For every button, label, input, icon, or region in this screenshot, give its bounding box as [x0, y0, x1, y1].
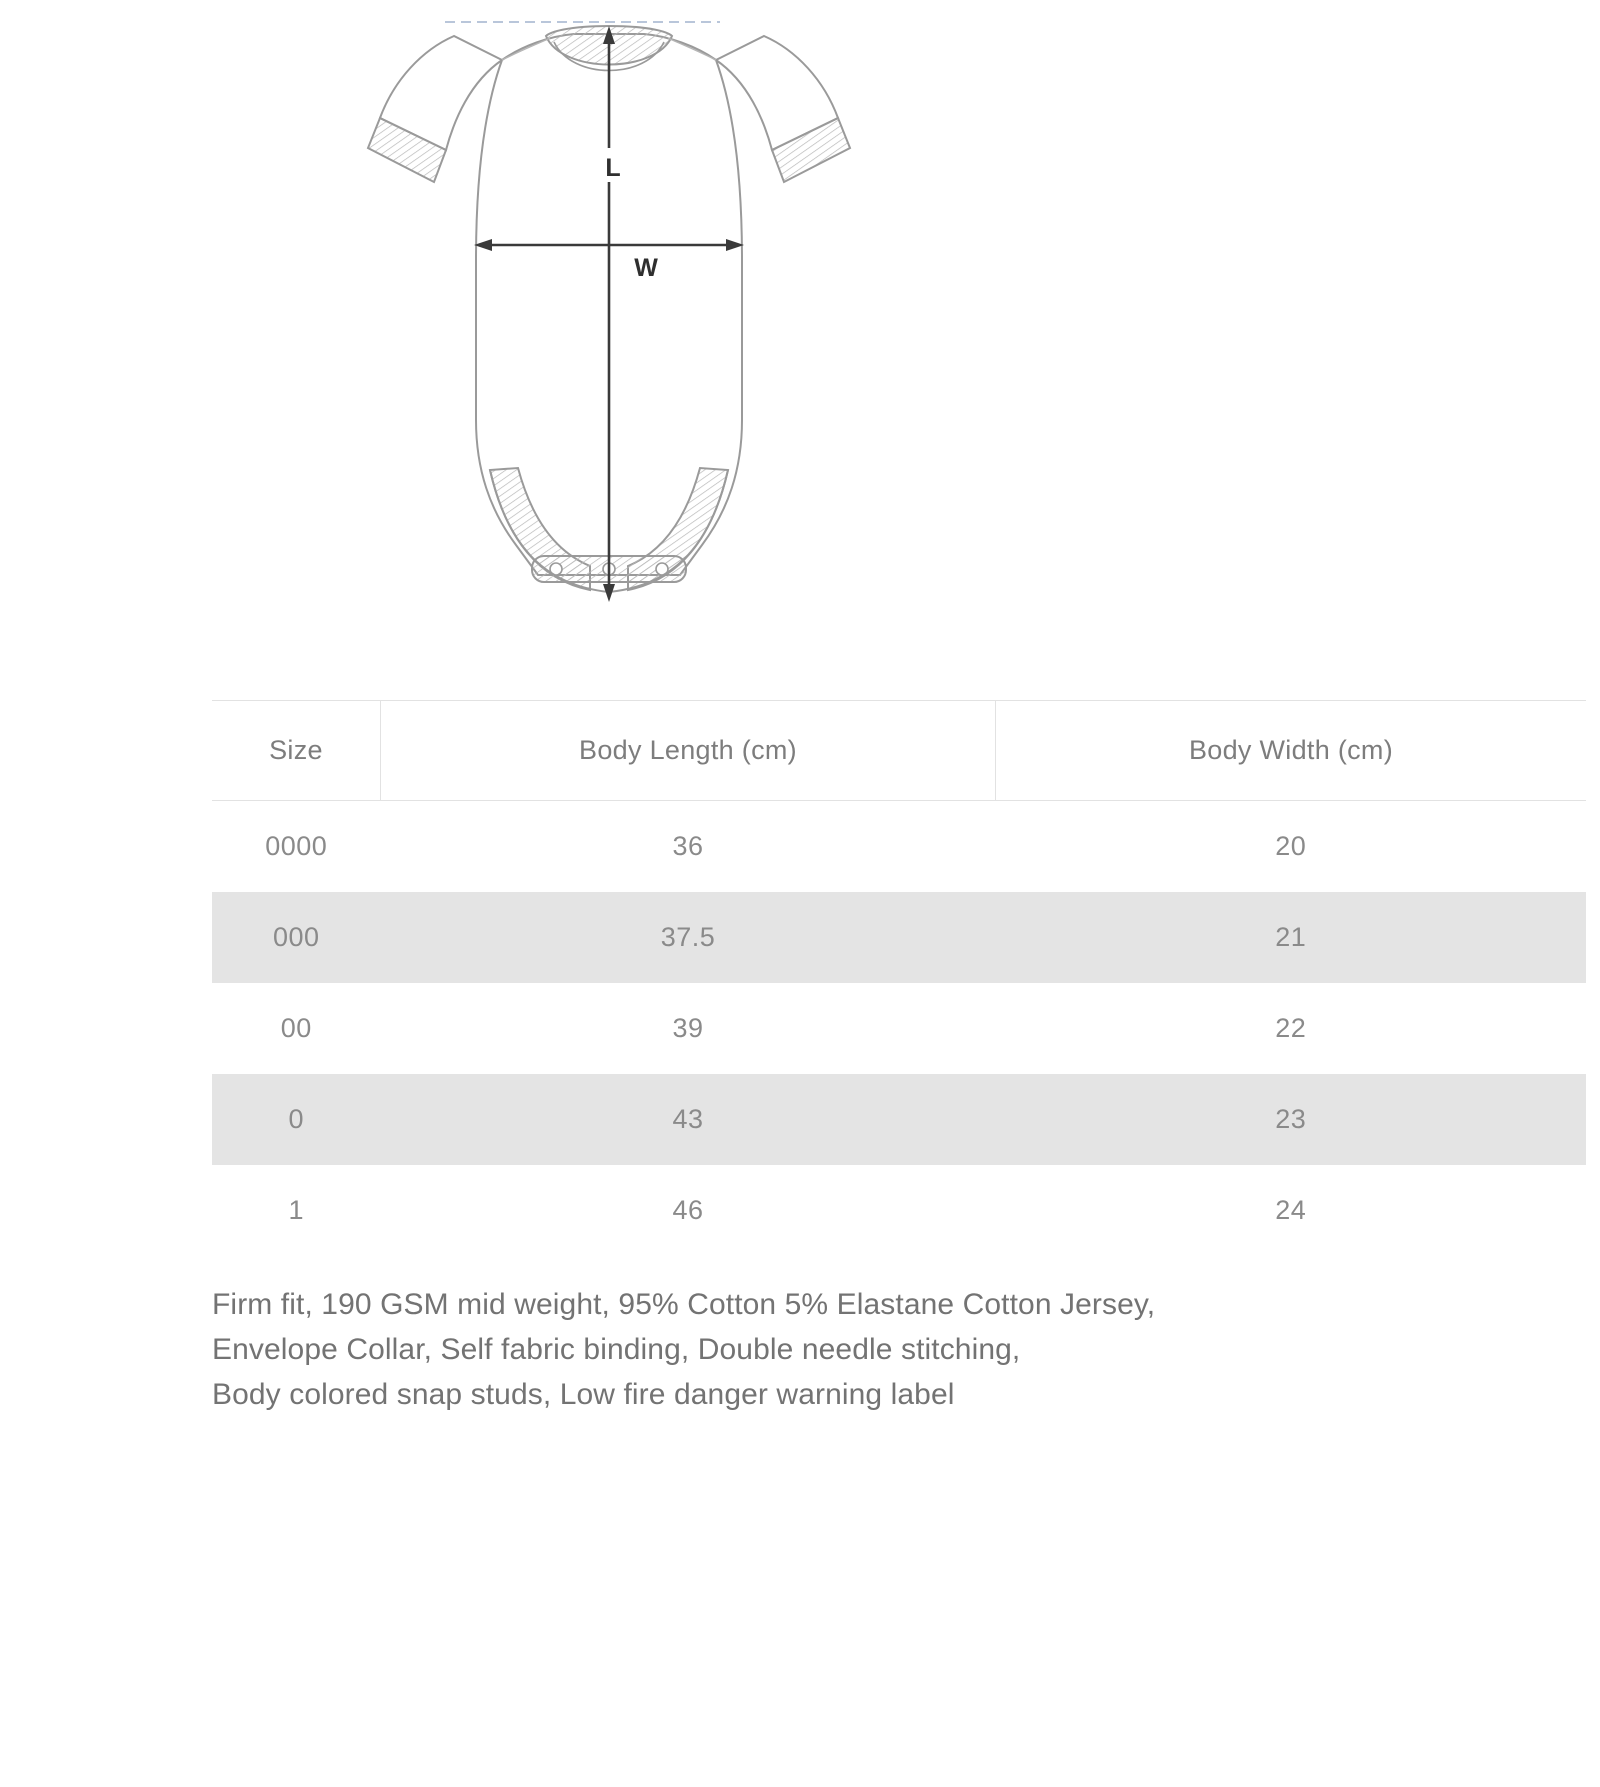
table-row	[212, 983, 1586, 1074]
cell-size: 0000	[265, 831, 328, 861]
table-header-row	[212, 701, 1586, 801]
column-header-body-width: Body Width (cm)	[996, 701, 1587, 801]
column-header-size: Size	[212, 701, 381, 801]
cell-length: 37.5	[381, 892, 996, 983]
cell-length: 43	[381, 1074, 996, 1165]
table-body	[212, 801, 1586, 1257]
width-label: W	[634, 254, 658, 282]
cell-length: 36	[672, 831, 704, 861]
cell-size: 000	[212, 892, 381, 983]
table-row	[212, 801, 1586, 893]
description-line-2: Envelope Collar, Self fabric binding, Double needle stitching,	[212, 1333, 1021, 1366]
size-table-wrapper	[114, 700, 1486, 1256]
bottom-spacer	[0, 1417, 1600, 1587]
cell-width: 23	[996, 1074, 1587, 1165]
cell-width: 20	[1275, 831, 1307, 861]
table-head	[212, 701, 1586, 801]
table-row	[212, 892, 1586, 983]
description-line-3: Body colored snap studs, Low fire danger warning label	[212, 1378, 955, 1411]
garment-diagram	[0, 0, 1600, 700]
bodysuit-illustration	[350, 0, 1250, 700]
cell-size: 0	[212, 1074, 381, 1165]
product-description	[114, 1282, 1486, 1417]
cell-length: 39	[672, 1013, 704, 1043]
description-line-1: Firm fit, 190 GSM mid weight, 95% Cotton 5% Elastane Cotton Jersey,	[212, 1288, 1156, 1321]
size-table	[212, 700, 1586, 1256]
cell-size: 1	[288, 1195, 305, 1225]
column-header-body-length: Body Length (cm)	[381, 701, 996, 801]
cell-width: 22	[1275, 1013, 1307, 1043]
cell-width: 24	[1275, 1195, 1307, 1225]
cell-length: 46	[672, 1195, 704, 1225]
cell-size: 00	[280, 1013, 312, 1043]
table-row	[212, 1074, 1586, 1165]
cell-width: 21	[996, 892, 1587, 983]
length-label: L	[605, 154, 621, 182]
table-row	[212, 1165, 1586, 1256]
